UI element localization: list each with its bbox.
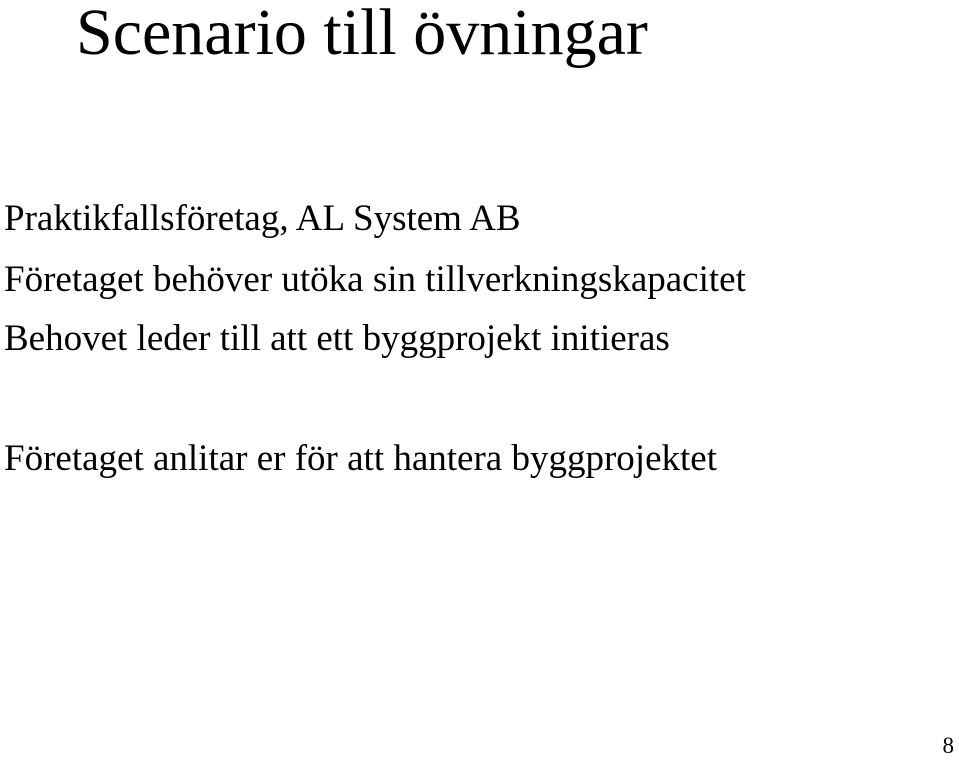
text-line-company: Praktikfallsföretag, AL System AB xyxy=(4,198,521,239)
text-line-project-initiation: Behovet leder till att ett byggprojekt initieras xyxy=(4,318,670,359)
slide-title: Scenario till övningar xyxy=(76,0,648,69)
page-number: 8 xyxy=(942,733,954,758)
text-line-assignment: Företaget anlitar er för att hantera byggprojektet xyxy=(4,438,717,479)
text-line-capacity-need: Företaget behöver utöka sin tillverkningskapacitet xyxy=(4,259,746,300)
